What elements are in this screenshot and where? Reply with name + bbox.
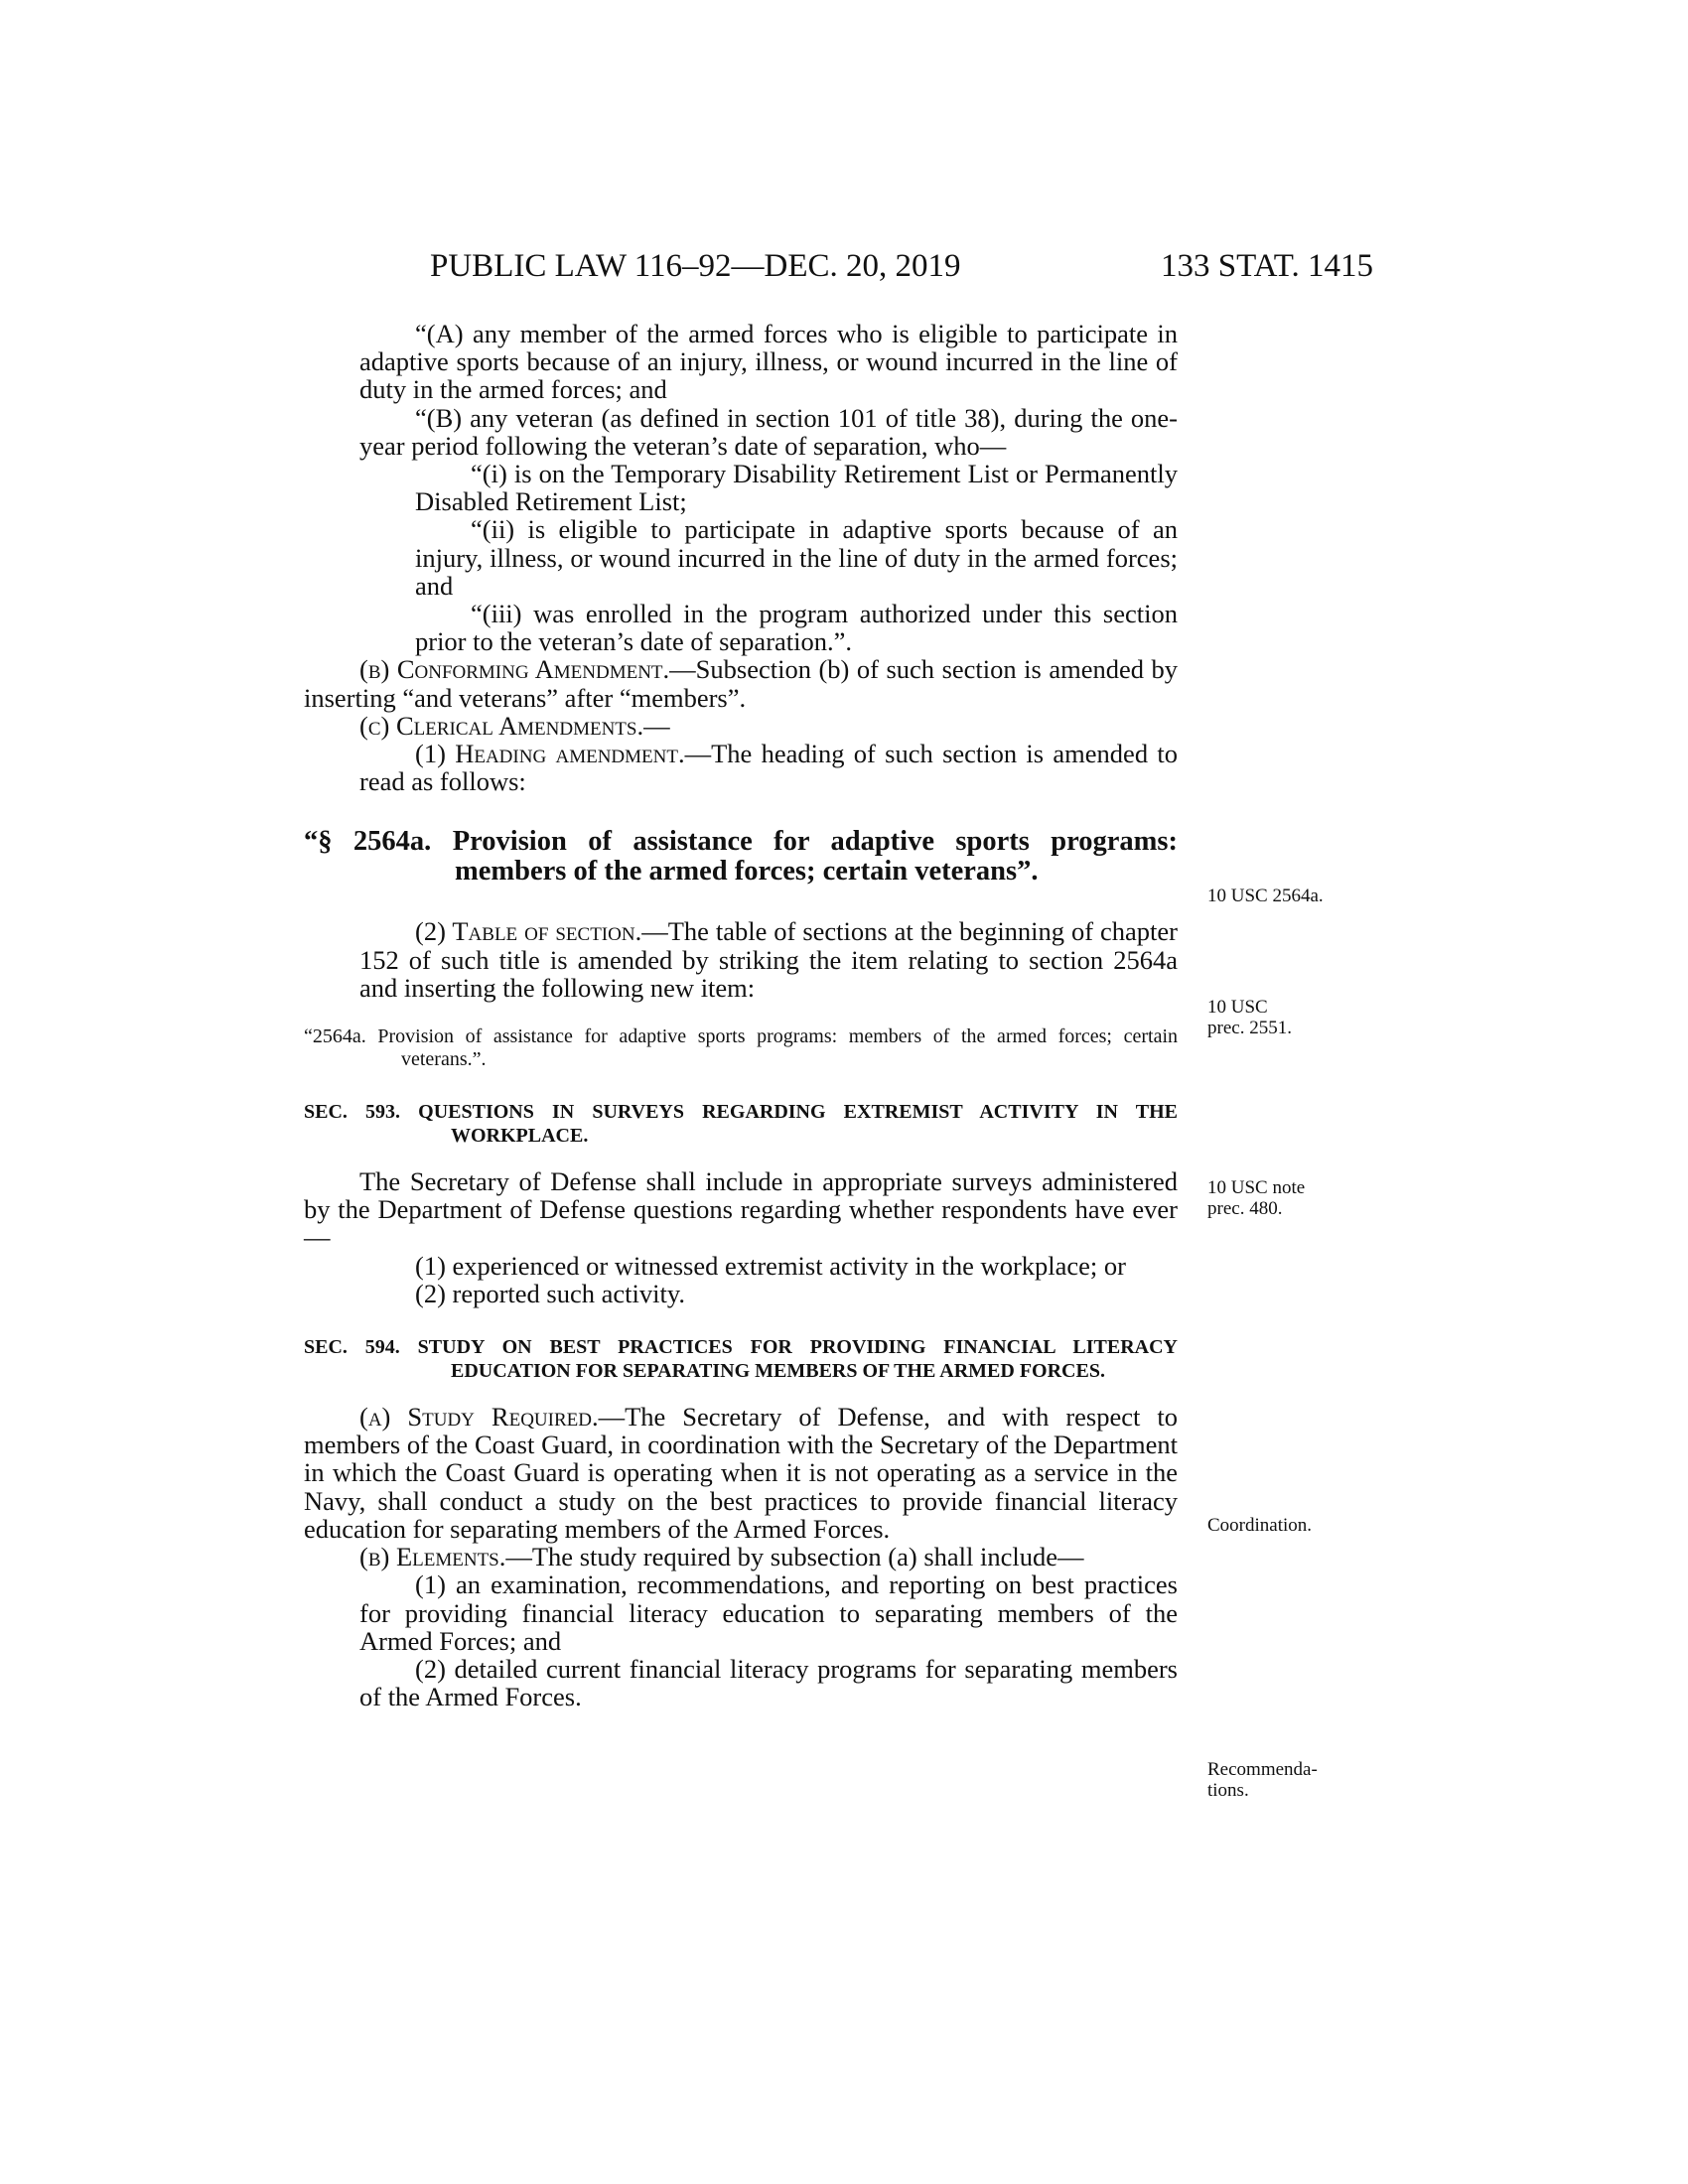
margin-note-line: tions. — [1207, 1780, 1249, 1801]
stat-page-ref: 133 STAT. 1415 — [1160, 248, 1373, 284]
table-of-section — [359, 917, 1178, 1002]
table-text: —The table of sections at the beginning of chapter 152 of such title is amended by striking the item relating to section 2564a and inserting the following new item: — [359, 916, 1178, 1003]
sec-593-heading: SEC. 593. QUESTIONS IN SURVEYS REGARDING EXTREMIST ACTIVITY IN THE WORKPLACE. — [304, 1101, 1178, 1148]
elements-item-1: (1) an examination, recommendations, and reporting on best practices for providing financial literacy education to separating members of the Armed Forces; and — [359, 1570, 1178, 1656]
clause-i: “(i) is on the Temporary Disability Retirement List or Permanently Disabled Retirement List; — [415, 459, 1178, 517]
heading-label: (1) Heading amendment. — [415, 739, 685, 769]
margin-note-usc-2564a: 10 USC 2564a. — [1207, 886, 1324, 906]
margin-note-usc-prec-2551 — [1207, 997, 1366, 1038]
margin-note-recommendations — [1207, 1759, 1366, 1801]
margin-note-coordination: Coordination. — [1207, 1515, 1313, 1536]
elements-text: —The study required by subsection (a) shall include— — [505, 1542, 1084, 1572]
paragraph-b: “(B) any veteran (as defined in section 101 of title 38), during the one-year period following the veteran’s date of separation, who— — [359, 402, 1178, 461]
law-title: PUBLIC LAW 116–92—DEC. 20, 2019 — [430, 248, 961, 284]
sec-594-heading: SEC. 594. STUDY ON BEST PRACTICES FOR PROVIDING FINANCIAL LITERACY EDUCATION FOR SEPARATING MEMBERS OF THE ARMED FORCES. — [304, 1336, 1178, 1383]
study-label: (a) Study Required. — [359, 1402, 599, 1433]
clerical-label: (c) Clerical Amendments.— — [359, 710, 670, 741]
clause-ii: “(ii) is eligible to participate in adaptive sports because of an injury, illness, or wound incurred in the line of duty in the armed forces; and — [415, 514, 1178, 601]
heading-amendment — [359, 740, 1178, 795]
clerical-amendments — [304, 712, 1178, 740]
conforming-amendment — [304, 655, 1178, 711]
section-2564a-heading: “§ 2564a. Provision of assistance for adaptive sports programs: members of the armed forces; certain veterans”. — [304, 826, 1178, 887]
study-required — [304, 1403, 1178, 1543]
document-body — [304, 320, 1178, 1710]
margin-note-line: 10 USC — [1207, 997, 1268, 1018]
margin-note-line: 10 USC note — [1207, 1177, 1306, 1198]
elements-item-2: (2) detailed current financial literacy programs for separating members of the Armed Forces. — [359, 1653, 1178, 1712]
sec-593-item-2: (2) reported such activity. — [415, 1278, 686, 1308]
conforming-text: —Subsection (b) of such section is amended by inserting “and veterans” after “members”. — [304, 654, 1179, 713]
elements — [304, 1543, 1178, 1570]
elements-label: (b) Elements. — [359, 1542, 506, 1572]
page-header — [430, 248, 1373, 292]
clause-iii: “(iii) was enrolled in the program authorized under this section prior to the veteran’s date of separation.”. — [415, 599, 1178, 657]
margin-note-line: Recommenda- — [1207, 1759, 1318, 1780]
study-text: —The Secretary of Defense, and with respect to members of the Coast Guard, in coordination with the Secretary of the Department in which the Coast Guard is operating when it is not operating as a service in the Navy, shall conduct a study on the best practices to provide financial literacy education for separating members of the Armed Forces. — [304, 1402, 1178, 1544]
sec-593-item-1: (1) experienced or witnessed extremist activity in the workplace; or — [415, 1250, 1126, 1281]
table-item: “2564a. Provision of assistance for adaptive sports programs: members of the armed forces; certain veterans.”. — [304, 1025, 1178, 1070]
margin-note-line: prec. 480. — [1207, 1198, 1283, 1219]
heading-text: —The heading of such section is amended to read as follows: — [359, 739, 1178, 797]
paragraph-a: “(A) any member of the armed forces who is eligible to participate in adaptive sports because of an injury, illness, or wound incurred in the line of duty in the armed forces; and — [359, 319, 1178, 405]
margin-note-line: prec. 2551. — [1207, 1018, 1292, 1038]
margin-note-usc-note-prec-480 — [1207, 1177, 1366, 1219]
table-label: (2) Table of section. — [415, 916, 642, 947]
conforming-label: (b) Conforming Amendment. — [359, 654, 670, 685]
sec-593-text: The Secretary of Defense shall include in appropriate surveys administered by the Department of Defense questions regarding whether respondents have ever— — [304, 1166, 1178, 1253]
